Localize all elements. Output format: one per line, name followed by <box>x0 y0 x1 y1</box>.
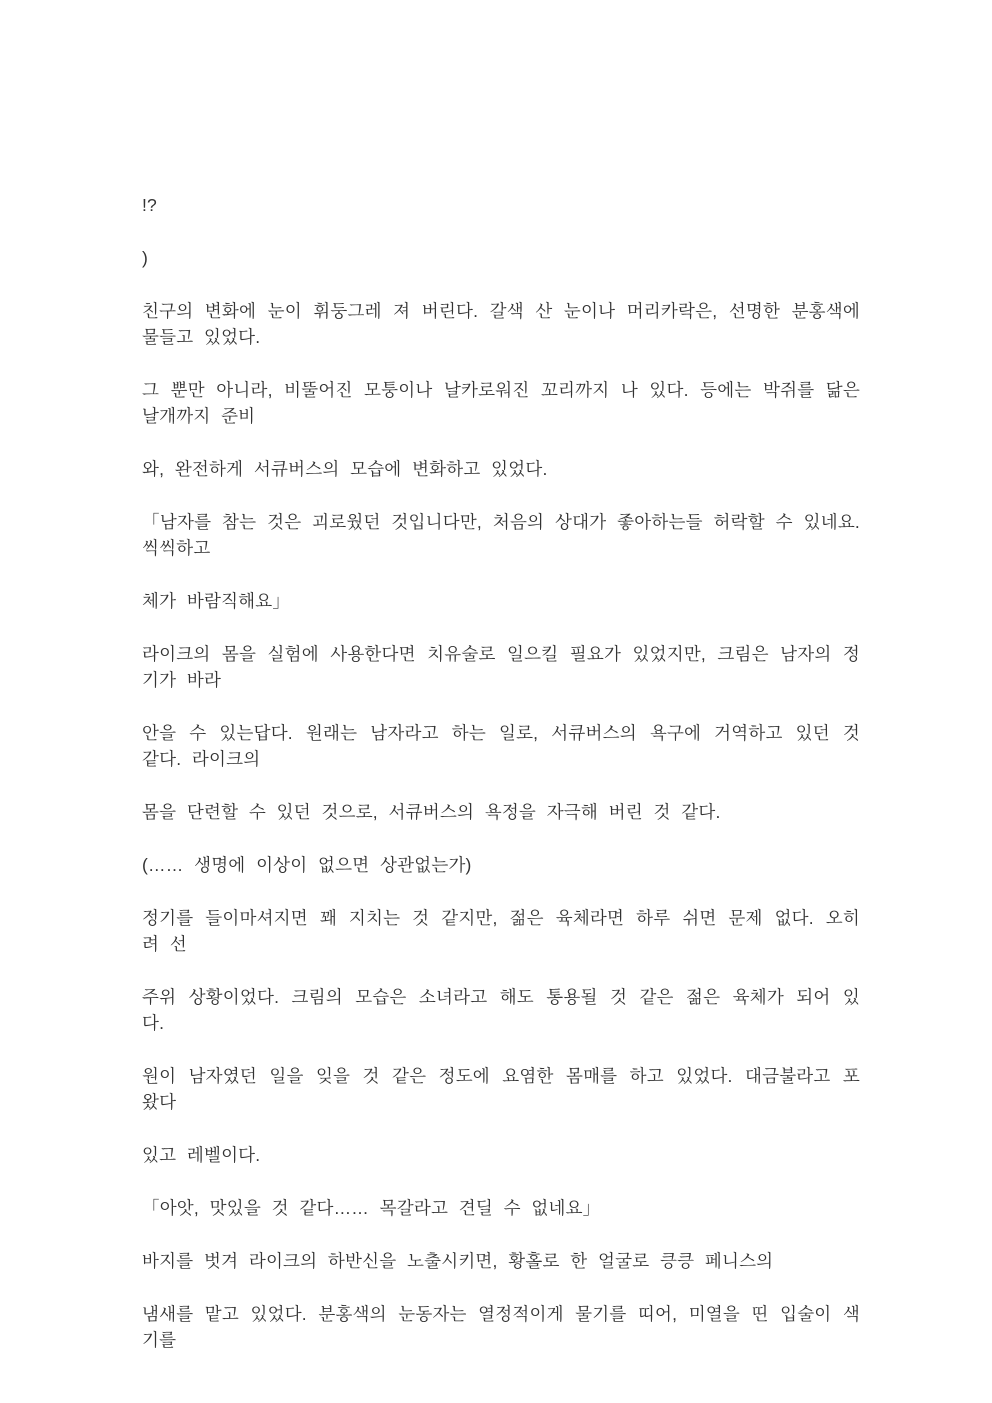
paragraph: 친구의 변화에 눈이 휘둥그레 져 버린다. 갈색 산 눈이나 머리카락은, 선명한 분홍색에 물들고 있었다. <box>142 301 860 347</box>
paragraph: 와, 완전하게 서큐버스의 모습에 변화하고 있었다. <box>142 459 548 479</box>
paragraph: 몸을 단련할 수 있던 것으로, 서큐버스의 욕정을 자극해 버린 것 같다. <box>142 802 721 822</box>
paragraph: 원이 남자였던 일을 잊을 것 같은 정도에 요염한 몸매를 하고 있었다. 대금불라고 포 왔다 <box>142 1066 860 1112</box>
paragraph: 있고 레벨이다. <box>142 1145 261 1165</box>
paragraph: 주위 상황이었다. 크림의 모습은 소녀라고 해도 통용될 것 같은 젊은 육체가 되어 있다. <box>142 987 860 1033</box>
paragraph: 라이크의 몸을 실험에 사용한다면 치유술로 일으킬 필요가 있었지만, 크림은 남자의 정기가 바라 <box>142 644 860 690</box>
paragraphs-container <box>142 192 860 1353</box>
paragraph: 안을 수 있는답다. 원래는 남자라고 하는 일로, 서큐버스의 욕구에 거역하고 있던 것 같다. 라이크의 <box>142 723 860 769</box>
paragraph: 정기를 들이마셔지면 꽤 지치는 것 같지만, 젊은 육체라면 하루 쉬면 문제 없다. 오히려 선 <box>142 908 860 954</box>
paragraph: 바지를 벗겨 라이크의 하반신을 노출시키면, 황홀로 한 얼굴로 킁킁 페니스의 <box>142 1251 774 1271</box>
paragraph: 「남자를 참는 것은 괴로웠던 것입니다만, 처음의 상대가 좋아하는들 허락할 수 있네요. 씩씩하고 <box>142 512 860 558</box>
paragraph: 체가 바람직해요」 <box>142 591 291 611</box>
paragraph: (…… 생명에 이상이 없으면 상관없는가) <box>142 855 472 875</box>
paragraph: 그 뿐만 아니라, 비뚤어진 모퉁이나 날카로워진 꼬리까지 나 있다. 등에는 박쥐를 닮은 날개까지 준비 <box>142 380 860 426</box>
paragraph: 「아앗, 맛있을 것 같다…… 목갈라고 견딜 수 없네요」 <box>142 1198 601 1218</box>
paragraph: !? <box>142 195 157 215</box>
paragraph: ) <box>142 248 149 268</box>
paragraph: 냄새를 맡고 있었다. 분홍색의 눈동자는 열정적이게 물기를 띠어, 미열을 띤 입술이 색기를 <box>142 1304 860 1350</box>
